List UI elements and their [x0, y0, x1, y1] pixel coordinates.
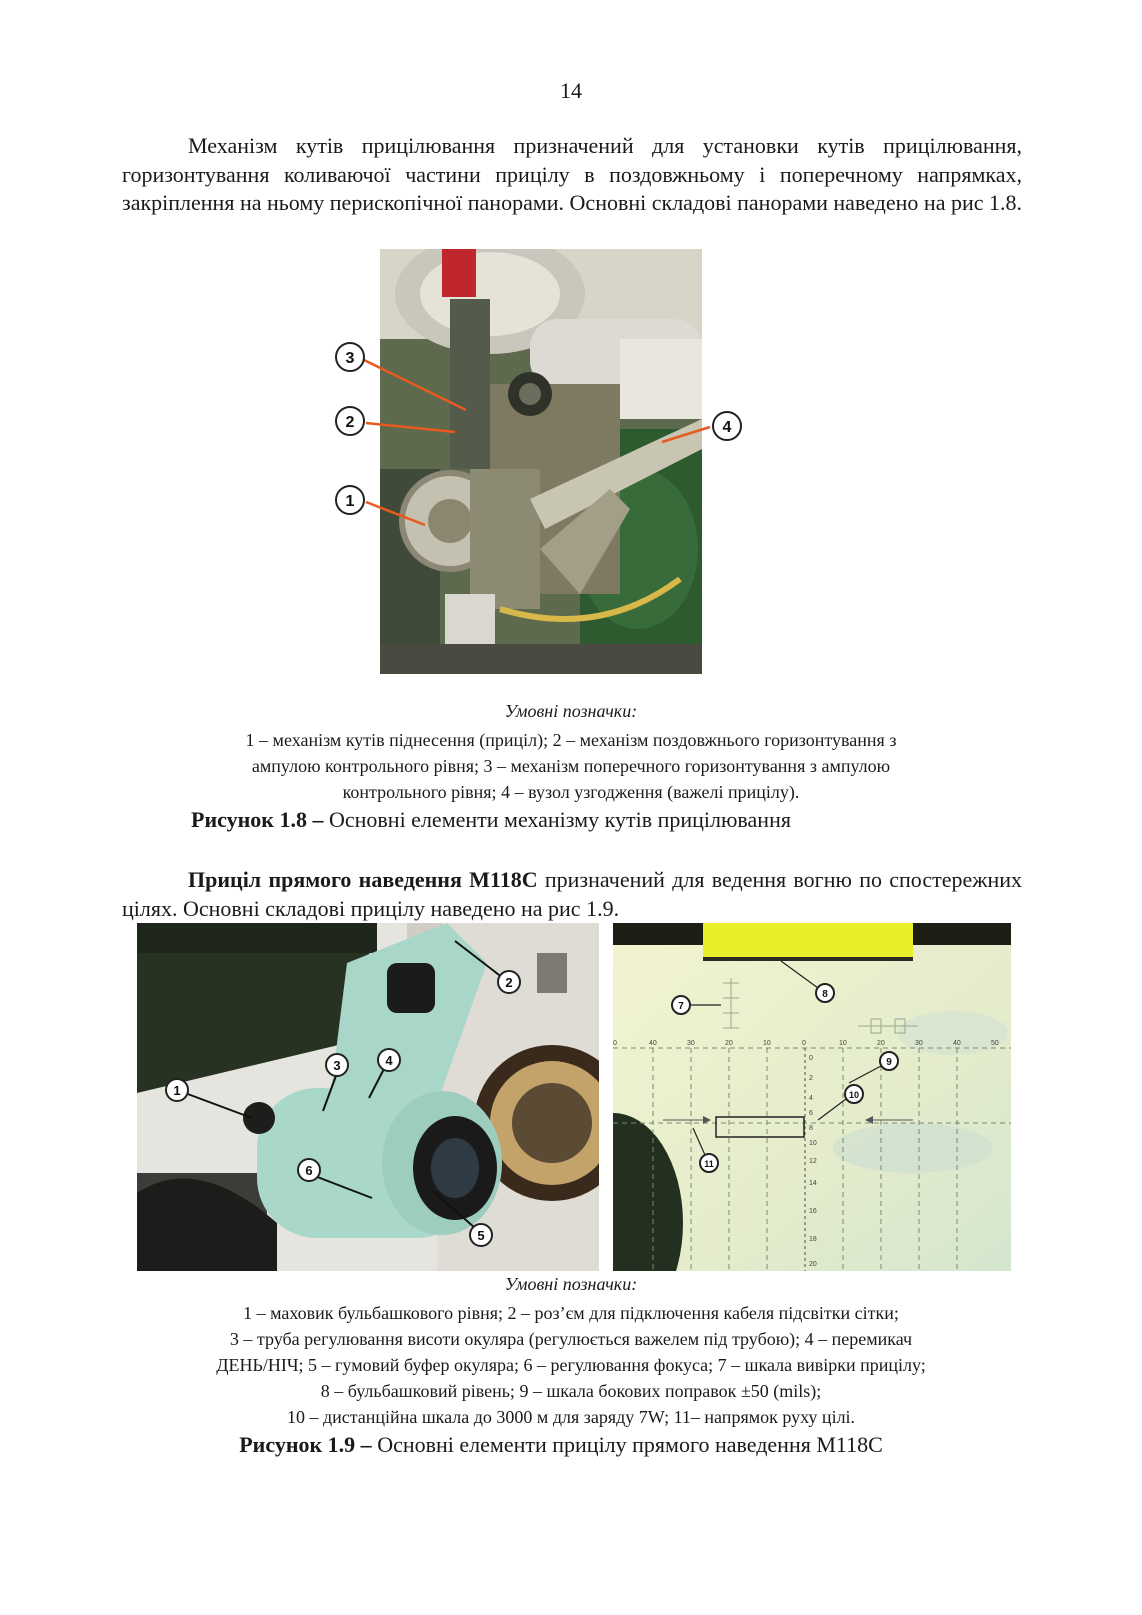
paragraph-1-line-4: складові панорами наведено на рис 1.8. [651, 190, 1022, 215]
svg-text:6: 6 [809, 1110, 813, 1117]
svg-text:2: 2 [345, 414, 355, 431]
callout-6-left [298, 1159, 320, 1181]
svg-text:30: 30 [687, 1040, 695, 1047]
callout-3-left [326, 1054, 348, 1076]
callout-10 [845, 1085, 863, 1103]
svg-text:12: 12 [809, 1158, 817, 1165]
paragraph-2-bold: Приціл прямого наведення М118С [188, 867, 538, 892]
callout-1 [336, 486, 364, 514]
svg-text:1: 1 [345, 493, 355, 510]
svg-text:1: 1 [173, 1083, 181, 1098]
svg-text:18: 18 [809, 1236, 817, 1243]
figure-1-9-legend-line-1: 1 – маховик бульбашкового рівня; 2 – роз’єм для підключення кабеля підсвітки сітки; [243, 1303, 899, 1323]
svg-text:9: 9 [886, 1057, 892, 1068]
paragraph-1-line-3: поперечному напрямках, закріплення на ньому перископічної панорами. Основні [122, 161, 1022, 215]
svg-text:16: 16 [809, 1208, 817, 1215]
svg-text:20: 20 [877, 1040, 885, 1047]
figure-1-8-caption [0, 807, 1062, 833]
figure-1-9-legend-title: Умовні позначки: [504, 1274, 638, 1294]
figure-1-9-right-photo [613, 923, 1011, 1271]
paragraph-2-text: призначений для ведення вогню по спостережних цілях. Основні складові прицілу наведено на рис 1.9. [122, 867, 1022, 921]
svg-text:0: 0 [802, 1040, 806, 1047]
svg-text:7: 7 [678, 1001, 684, 1012]
figure-1-9-caption-text: Основні елементи прицілу прямого наведення М118С [371, 1432, 883, 1457]
svg-text:30: 30 [915, 1040, 923, 1047]
svg-text:50: 50 [991, 1040, 999, 1047]
callout-4-left [378, 1049, 400, 1071]
callout-4 [713, 412, 741, 440]
callout-11 [700, 1154, 718, 1172]
svg-text:20: 20 [809, 1261, 817, 1268]
callout-5-left [470, 1224, 492, 1246]
svg-text:2: 2 [505, 975, 513, 990]
svg-text:4: 4 [722, 419, 732, 436]
callout-9 [880, 1052, 898, 1070]
callout-1-left [166, 1079, 188, 1101]
svg-text:4: 4 [385, 1053, 393, 1068]
figure-1-9-legend [0, 1300, 1142, 1430]
callout-2-left [498, 971, 520, 993]
figure-1-8-caption-text: Основні елементи механізму кутів прицілювання [323, 807, 791, 832]
figure-1-9-legend-line-3: ДЕНЬ/НІЧ; 5 – гумовий буфер окуляра; 6 – регулювання фокуса; 7 – шкала вивірки прицілу; [216, 1355, 926, 1375]
figure-1-8-legend-line-3: контрольного рівня; 4 – вузол узгодження (важелі прицілу). [342, 782, 800, 802]
svg-text:0: 0 [613, 1040, 617, 1047]
callout-7 [672, 996, 690, 1014]
page-number: 14 [560, 78, 582, 103]
svg-text:40: 40 [649, 1040, 657, 1047]
svg-text:4: 4 [809, 1095, 813, 1102]
svg-text:11: 11 [704, 1159, 714, 1169]
figure-1-8-caption-label: Рисунок 1.8 – [191, 807, 324, 832]
figure-1-9-caption-label: Рисунок 1.9 – [239, 1432, 372, 1457]
figure-1-8-legend [0, 727, 1142, 805]
figure-1-9-legend-line-4: 8 – бульбашковий рівень; 9 – шкала бокових поправок ±50 (mils); [320, 1381, 822, 1401]
paragraph-1-line-2: прицілювання, горизонтування коливаючої частини прицілу в поздовжньому і [122, 133, 1023, 187]
svg-text:2: 2 [809, 1075, 813, 1082]
svg-text:10: 10 [809, 1140, 817, 1147]
svg-text:10: 10 [848, 1090, 860, 1100]
figure-1-8-legend-title: Умовні позначки: [504, 701, 638, 721]
callout-3 [336, 343, 364, 371]
svg-text:8: 8 [809, 1125, 813, 1132]
svg-text:3: 3 [345, 350, 355, 367]
svg-text:3: 3 [333, 1058, 341, 1073]
figure-1-9-legend-line-5: 10 – дистанційна шкала до 3000 м для заряду 7W; 11– напрямок руху цілі. [286, 1407, 856, 1427]
figure-1-8-legend-line-2: ампулою контрольного рівня; 3 – механізм поперечного горизонтування з ампулою [251, 756, 891, 776]
figure-1-9-caption [0, 1432, 1132, 1458]
svg-text:20: 20 [725, 1040, 733, 1047]
svg-text:10: 10 [839, 1040, 847, 1047]
svg-text:14: 14 [809, 1180, 817, 1187]
svg-text:5: 5 [477, 1228, 485, 1243]
figure-1-8-callouts [0, 0, 1142, 700]
callout-8 [816, 984, 834, 1002]
svg-text:40: 40 [953, 1040, 961, 1047]
svg-text:6: 6 [305, 1163, 313, 1178]
svg-text:0: 0 [809, 1055, 813, 1062]
paragraph-1-line-1: Механізм кутів прицілювання призначений для установки кутів [188, 133, 865, 158]
callout-2 [336, 407, 364, 435]
svg-text:10: 10 [763, 1040, 771, 1047]
svg-text:8: 8 [822, 989, 828, 1000]
figure-1-9-left-callouts [137, 923, 599, 1271]
paragraph-2 [122, 866, 1022, 923]
figure-1-9-legend-line-2: 3 – труба регулювання висоти окуляра (регулюється важелем під трубою); 4 – перемикач [229, 1329, 913, 1349]
figure-1-8-legend-line-1: 1 – механізм кутів піднесення (приціл); 2 – механізм поздовжнього горизонтування з [245, 730, 897, 750]
